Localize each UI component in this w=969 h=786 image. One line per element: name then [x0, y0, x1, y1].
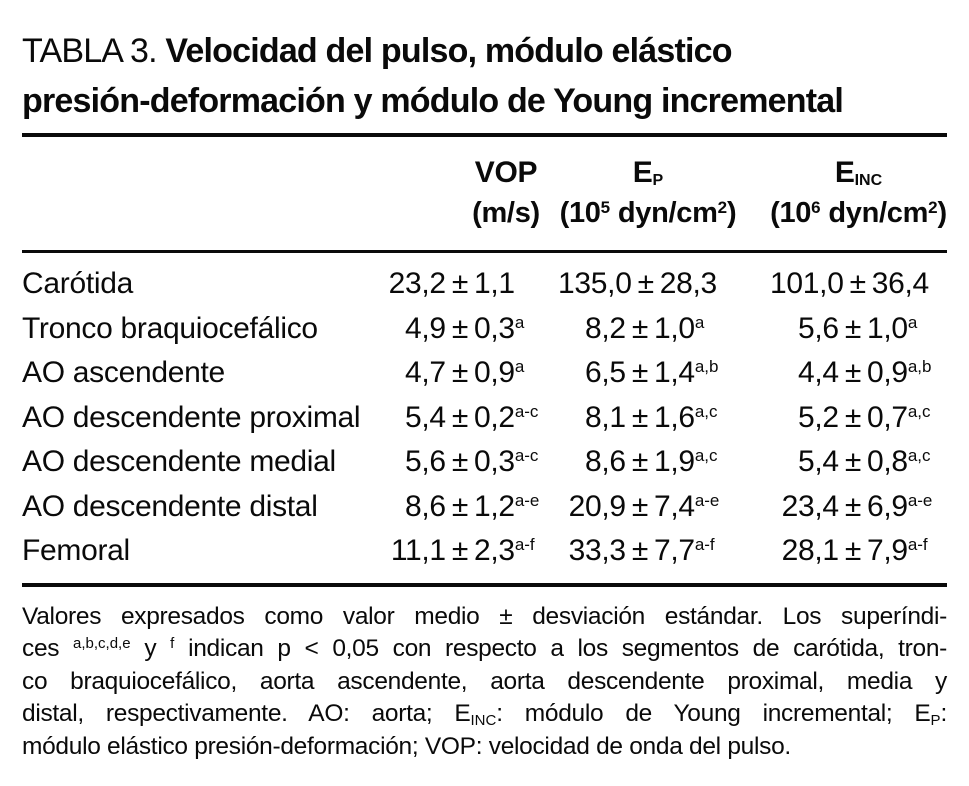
vop-value: 5,4 ± 0,2$^{a-c}$ [405, 400, 539, 434]
vop-value: 4,9 ± 0,3$^a$ [405, 311, 525, 345]
row-label: Tronco braquiocefálico [22, 311, 318, 345]
ep-value: 33,3 ± 7,7$^{a-f}$ [568, 534, 715, 567]
ep-value: 20,9 ± 7,4$^{a-e}$ [568, 489, 720, 523]
vop-value: 8,6 ± 1,2$^{a-e}$ [405, 489, 540, 523]
einc-value: 101,0 ± 36,4 [770, 267, 929, 300]
footnote-line: módulo elástico presión-deformación; VOP: velocidad de onda del pulso. [22, 732, 791, 760]
column-header-einc-unit: ($10^6$ dyn/$cm^2$) [770, 197, 947, 229]
column-header-ep [558, 135, 770, 252]
vop-value: 23,2 ± 1,1 [388, 267, 515, 300]
table-row-ao-ascendente [22, 351, 947, 396]
table-header [22, 135, 947, 252]
table-row-carotida [22, 252, 947, 307]
column-header-einc-symbol: $E_{INC}$ [834, 156, 883, 189]
ep-value: 8,2 ± 1,0$^a$ [585, 311, 705, 345]
table-number-label: TABLA 3. [22, 32, 157, 70]
table-row-ao-descendente-proximal [22, 396, 947, 441]
ep-value: 8,6 ± 1,9$^{a,c}$ [585, 445, 718, 478]
table-title-text-line2: presión-deformación y módulo de Young incremental [22, 82, 843, 120]
ep-value: 8,1 ± 1,6$^{a,c}$ [585, 400, 718, 434]
row-label: AO descendente proximal [22, 400, 361, 434]
table-row-ao-descendente-medial [22, 440, 947, 485]
column-header-ep-symbol: $E_P$ [632, 156, 664, 189]
row-label: Femoral [22, 534, 130, 567]
einc-value: 5,4 ± 0,8$^{a,c}$ [798, 445, 931, 478]
footnote-line: co braquiocefálico, aorta ascendente, aorta descendente proximal, media y [22, 667, 947, 695]
table-row-tronco-braquiocefalico [22, 307, 947, 352]
row-label: AO descendente medial [22, 445, 336, 478]
data-table [22, 133, 947, 587]
footnote [22, 601, 947, 764]
table-body [22, 252, 947, 585]
footnote-line: ces $^{a,b,c,d,e}$ y $^f$ indican p < 0,05 con respecto a los segmentos de carótida, tron- [22, 635, 948, 663]
column-header-ep-unit: ($10^5$ dyn/$cm^2$) [559, 197, 737, 229]
table-row-ao-descendente-distal [22, 485, 947, 530]
row-label: Carótida [22, 267, 133, 300]
footnote-line: distal, respectivamente. AO: aorta; $E_{INC}$: módulo de Young incremental; $E_P$: [22, 700, 947, 730]
vop-value: 11,1 ± 2,3$^{a-f}$ [390, 534, 535, 567]
row-label: AO descendente distal [22, 489, 318, 523]
table-row-femoral [22, 529, 947, 585]
header-empty-cell [22, 135, 380, 252]
column-header-einc [770, 135, 947, 252]
vop-value: 5,6 ± 0,3$^{a-c}$ [405, 445, 539, 478]
column-header-vop-unit: (m/s) [472, 197, 540, 229]
einc-value: 28,1 ± 7,9$^{a-f}$ [781, 534, 928, 567]
ep-value: 135,0 ± 28,3 [558, 267, 717, 300]
column-header-vop-symbol: VOP [474, 156, 538, 189]
einc-value: 5,6 ± 1,0$^a$ [798, 311, 918, 345]
einc-value: 4,4 ± 0,9$^{a,b}$ [798, 356, 932, 389]
row-label: AO ascendente [22, 356, 225, 389]
ep-value: 6,5 ± 1,4$^{a,b}$ [585, 356, 719, 389]
table-title [22, 26, 947, 126]
table-title-line1 [22, 26, 947, 76]
footnote-line: Valores expresados como valor medio ± desviación estándar. Los superíndi- [22, 602, 947, 630]
column-header-vop [380, 135, 558, 252]
einc-value: 23,4 ± 6,9$^{a-e}$ [781, 489, 933, 523]
table-title-text-line1: Velocidad del pulso, módulo elástico [165, 32, 732, 70]
einc-value: 5,2 ± 0,7$^{a,c}$ [798, 400, 931, 434]
vop-value: 4,7 ± 0,9$^a$ [405, 356, 525, 389]
